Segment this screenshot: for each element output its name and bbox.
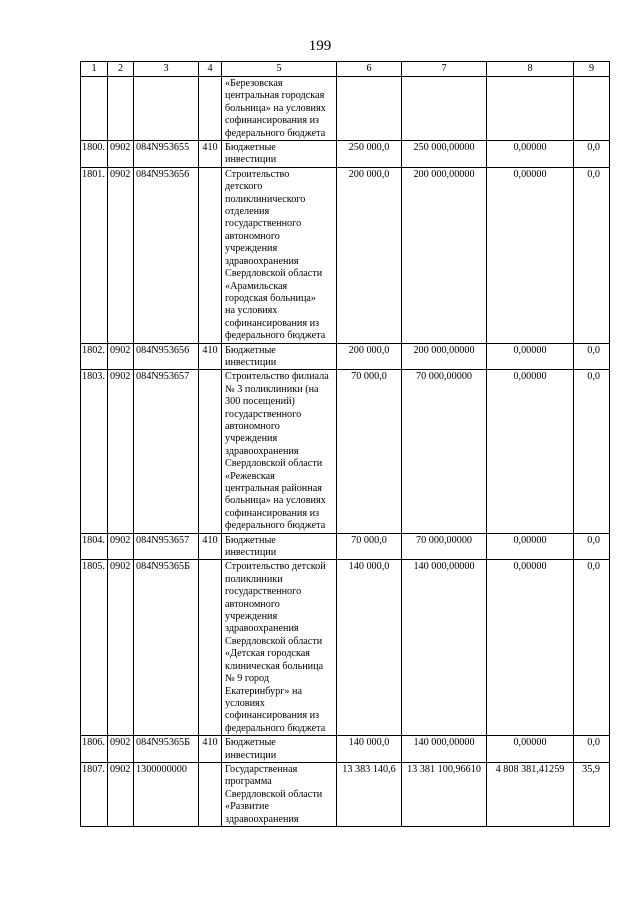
amount-col8-cell (487, 77, 574, 141)
column-header: 2 (108, 62, 134, 77)
name-cell: Бюджетные инвестиции (222, 343, 337, 370)
amount-col7-cell: 140 000,00000 (402, 560, 487, 736)
expense-type-cell (199, 77, 222, 141)
row-number-cell: 1805. (81, 560, 108, 736)
target-item-cell: 1300000000 (134, 762, 199, 826)
name-cell: Строительство детской поликлиники государственного автономного учреждения здравоохранения Свердловской области «Детская городская клиническая больница № 9 город Екатеринбург» на условиях софинансирования из федерального бюджета (222, 560, 337, 736)
amount-col7-cell: 140 000,00000 (402, 736, 487, 763)
amount-col8-cell: 0,00000 (487, 533, 574, 560)
amount-col8-cell: 0,00000 (487, 167, 574, 343)
percent-cell: 0,0 (574, 167, 610, 343)
percent-cell: 0,0 (574, 736, 610, 763)
table-row (81, 736, 610, 763)
column-header: 1 (81, 62, 108, 77)
table-row (81, 77, 610, 141)
section-code-cell: 0902 (108, 343, 134, 370)
amount-col6-cell: 13 383 140,6 (337, 762, 402, 826)
expense-type-cell (199, 762, 222, 826)
column-header: 7 (402, 62, 487, 77)
amount-col7-cell: 13 381 100,96610 (402, 762, 487, 826)
amount-col6-cell: 200 000,0 (337, 167, 402, 343)
row-number-cell: 1807. (81, 762, 108, 826)
table-row (81, 167, 610, 343)
amount-col7-cell: 70 000,00000 (402, 533, 487, 560)
expense-type-cell: 410 (199, 343, 222, 370)
table-row (81, 141, 610, 168)
column-header: 8 (487, 62, 574, 77)
section-code-cell: 0902 (108, 533, 134, 560)
expense-type-cell: 410 (199, 736, 222, 763)
percent-cell: 35,9 (574, 762, 610, 826)
target-item-cell: 084N953657 (134, 370, 199, 533)
amount-col6-cell: 70 000,0 (337, 533, 402, 560)
amount-col6-cell: 140 000,0 (337, 736, 402, 763)
table-row (81, 560, 610, 736)
percent-cell: 0,0 (574, 141, 610, 168)
target-item-cell: 084N953655 (134, 141, 199, 168)
expense-type-cell: 410 (199, 141, 222, 168)
percent-cell: 0,0 (574, 343, 610, 370)
amount-col6-cell: 140 000,0 (337, 560, 402, 736)
expense-type-cell: 410 (199, 533, 222, 560)
name-cell: Бюджетные инвестиции (222, 533, 337, 560)
amount-col7-cell: 200 000,00000 (402, 167, 487, 343)
percent-cell: 0,0 (574, 370, 610, 533)
amount-col6-cell: 200 000,0 (337, 343, 402, 370)
header-row (81, 62, 610, 77)
section-code-cell: 0902 (108, 141, 134, 168)
amount-col7-cell: 250 000,00000 (402, 141, 487, 168)
amount-col7-cell (402, 77, 487, 141)
section-code-cell: 0902 (108, 736, 134, 763)
percent-cell (574, 77, 610, 141)
name-cell: Строительство детского поликлинического отделения государственного автономного учреждения здравоохранения Свердловской области «Арамильская городская больница» на условиях софинансирования из федерального бюджета (222, 167, 337, 343)
table-row (81, 533, 610, 560)
column-header: 6 (337, 62, 402, 77)
target-item-cell: 084N95365Б (134, 736, 199, 763)
amount-col8-cell: 0,00000 (487, 343, 574, 370)
name-cell: Строительство филиала № 3 поликлиники (на 300 посещений) государственного автономного учреждения здравоохранения Свердловской области «Режевская центральная районная больница» на условиях софинансирования из федерального бюджета (222, 370, 337, 533)
row-number-cell: 1802. (81, 343, 108, 370)
name-cell: Бюджетные инвестиции (222, 141, 337, 168)
amount-col6-cell: 70 000,0 (337, 370, 402, 533)
row-number-cell (81, 77, 108, 141)
row-number-cell: 1804. (81, 533, 108, 560)
page-number: 199 (308, 38, 332, 54)
name-cell: Бюджетные инвестиции (222, 736, 337, 763)
row-number-cell: 1803. (81, 370, 108, 533)
expense-type-cell (199, 370, 222, 533)
target-item-cell: 084N95365Б (134, 560, 199, 736)
amount-col8-cell: 4 808 381,41259 (487, 762, 574, 826)
amount-col6-cell: 250 000,0 (337, 141, 402, 168)
column-header: 9 (574, 62, 610, 77)
section-code-cell: 0902 (108, 560, 134, 736)
table-row (81, 762, 610, 826)
section-code-cell (108, 77, 134, 141)
table-row (81, 343, 610, 370)
amount-col8-cell: 0,00000 (487, 141, 574, 168)
expense-type-cell (199, 167, 222, 343)
amount-col6-cell (337, 77, 402, 141)
percent-cell: 0,0 (574, 560, 610, 736)
section-code-cell: 0902 (108, 370, 134, 533)
name-cell: «Березовская центральная городская больница» на условиях софинансирования из федерального бюджета (222, 77, 337, 141)
target-item-cell: 084N953657 (134, 533, 199, 560)
percent-cell: 0,0 (574, 533, 610, 560)
amount-col8-cell: 0,00000 (487, 736, 574, 763)
row-number-cell: 1801. (81, 167, 108, 343)
table-row (81, 370, 610, 533)
expense-type-cell (199, 560, 222, 736)
row-number-cell: 1800. (81, 141, 108, 168)
row-number-cell: 1806. (81, 736, 108, 763)
section-code-cell: 0902 (108, 167, 134, 343)
column-header: 3 (134, 62, 199, 77)
amount-col7-cell: 200 000,00000 (402, 343, 487, 370)
column-header: 4 (199, 62, 222, 77)
amount-col8-cell: 0,00000 (487, 560, 574, 736)
target-item-cell: 084N953656 (134, 167, 199, 343)
target-item-cell (134, 77, 199, 141)
budget-table (80, 61, 610, 827)
amount-col8-cell: 0,00000 (487, 370, 574, 533)
column-header: 5 (222, 62, 337, 77)
target-item-cell: 084N953656 (134, 343, 199, 370)
name-cell: Государственная программа Свердловской области «Развитие здравоохранения (222, 762, 337, 826)
amount-col7-cell: 70 000,00000 (402, 370, 487, 533)
section-code-cell: 0902 (108, 762, 134, 826)
